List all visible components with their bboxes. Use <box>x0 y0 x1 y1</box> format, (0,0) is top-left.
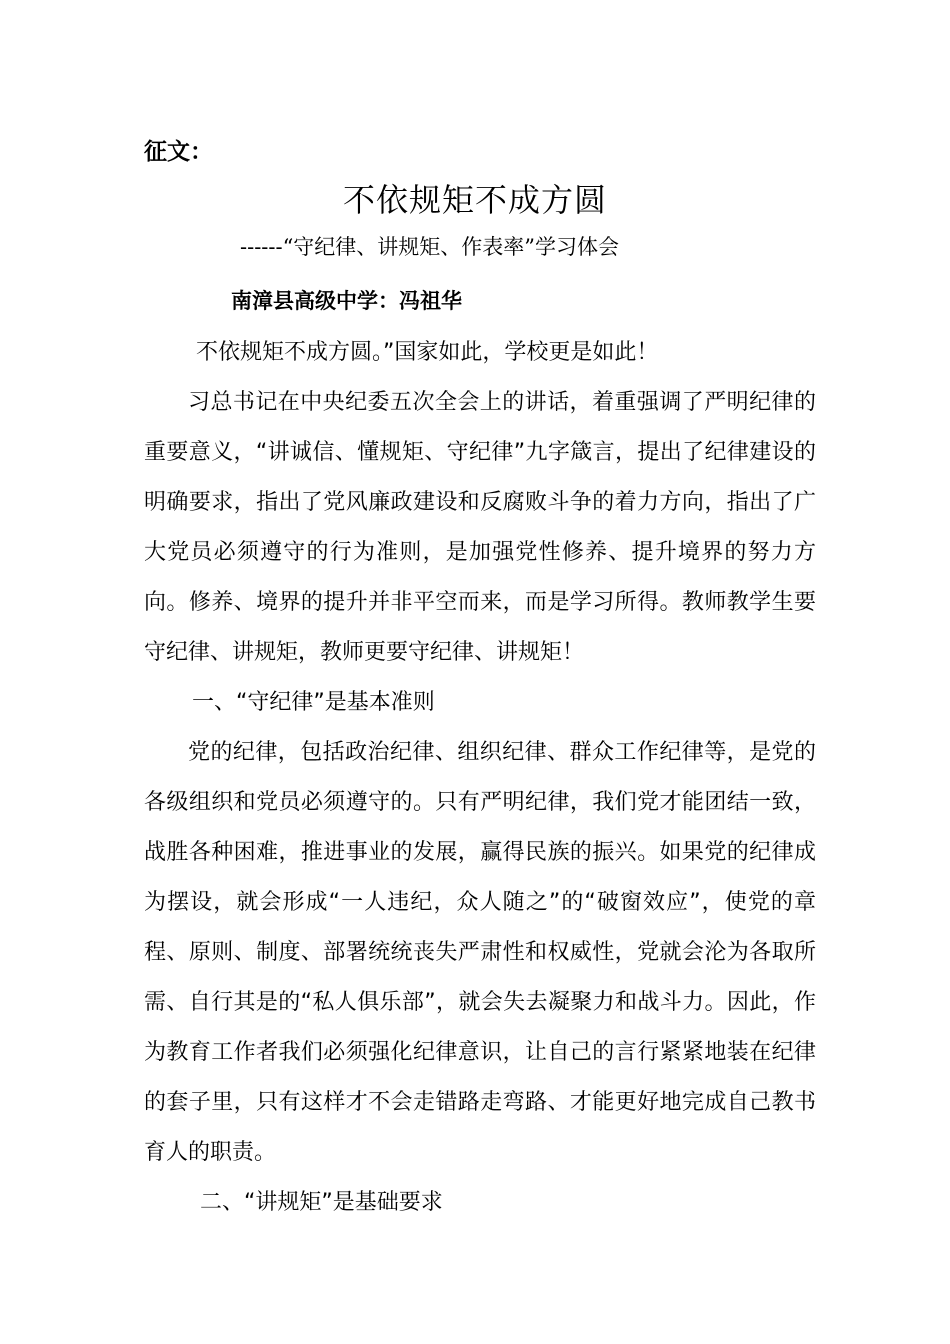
section-heading-1: 一、“守纪律”是基本准则 <box>192 690 435 715</box>
section-heading-2: 二、“讲规矩”是基础要求 <box>200 1190 443 1215</box>
document-subtitle: ------“守纪律、讲规矩、作表率”学习体会 <box>240 235 620 259</box>
author-line: 南漳县高级中学：冯祖华 <box>231 289 462 313</box>
document-body <box>144 328 816 1228</box>
essay-label: 征文： <box>144 139 213 165</box>
document-title: 不依规矩不成方圆 <box>342 181 607 219</box>
body-paragraph: 党的纪律，包括政治纪律、组织纪律、群众工作纪律等，是党的各级组织和党员必须遵守的。只有严明纪律，我们党才能团结一致，战胜各种困难，推进事业的发展，赢得民族的振兴。如果党的纪律成为摆设，就会形成“一人违纪，众人随之”的“破窗效应”，使党的章程、原则、制度、部署统统丧失严肃性和权威性，党就会沦为各取所需、自行其是的“私人俱乐部”，就会失去凝聚力和战斗力。因此，作为教育工作者我们必须强化纪律意识，让自己的言行紧紧地装在纪律的套子里，只有这样才不会走错路走弯路、才能更好地完成自己教书育人的职责。 <box>144 740 816 1165</box>
intro-paragraph: 不依规矩不成方圆。”国家如此，学校更是如此！ <box>196 340 659 365</box>
body-paragraph: 习总书记在中央纪委五次全会上的讲话，着重强调了严明纪律的重要意义，“讲诚信、懂规矩、守纪律”九字箴言，提出了纪律建设的明确要求，指出了党风廉政建设和反腐败斗争的着力方向，指出了广大党员必须遵守的行为准则，是加强党性修养、提升境界的努力方向。修养、境界的提升并非平空而来，而是学习所得。教师教学生要守纪律、讲规矩，教师更要守纪律、讲规矩！ <box>144 390 816 665</box>
